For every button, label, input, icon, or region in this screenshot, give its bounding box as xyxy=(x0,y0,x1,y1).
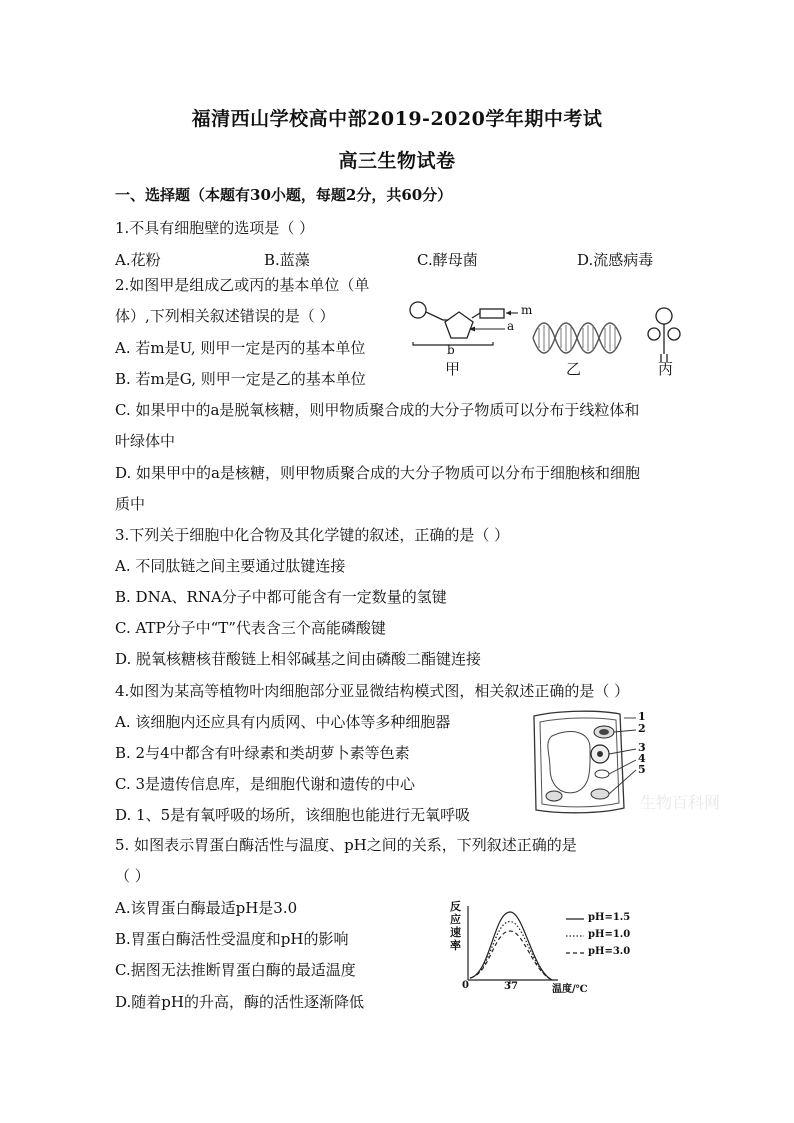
phosphate-bond xyxy=(426,312,443,320)
q2-option-c-line2: 叶绿体中 xyxy=(115,432,176,450)
q4-option-c: C. 3是遗传信息库，是细胞代谢和遗传的中心 xyxy=(115,775,416,793)
q1-option-c: C.酵母菌 xyxy=(417,251,478,269)
q5-option-c: C.据图无法推断胃蛋白酶的最适温度 xyxy=(115,961,356,979)
legend-ph10: pH=1.0 xyxy=(588,929,631,940)
q4-stem: 4.如图为某高等植物叶肉细胞部分亚显微结构模式图，相关叙述正确的是（ ） xyxy=(115,682,630,700)
q5-stem: 5. 如图表示胃蛋白酶活性与温度、pH之间的关系，下列叙述正确的是 xyxy=(115,836,577,854)
enzyme-chart xyxy=(448,900,638,996)
label-m: m xyxy=(521,303,533,317)
label-b: b xyxy=(447,343,455,357)
plant-cell-diagram xyxy=(520,708,650,818)
label-a: a xyxy=(507,319,515,333)
dna-helix xyxy=(533,323,621,353)
label-jia: 甲 xyxy=(445,360,461,378)
arrow-m-head xyxy=(506,311,511,316)
q3-stem: 3.下列关于细胞中化合物及其化学键的叙述，正确的是（ ） xyxy=(115,526,510,544)
plant-cell-figure xyxy=(520,708,650,818)
watermark: 生物百科网 xyxy=(640,793,721,812)
q4-option-d: D. 1、5是有氧呼吸的场所，该细胞也能进行无氧呼吸 xyxy=(115,806,471,824)
q1-option-a: A.花粉 xyxy=(115,251,161,269)
vacuole xyxy=(548,732,590,793)
q5-option-b: B.胃蛋白酶活性受温度和pH的影响 xyxy=(115,930,349,948)
q3-option-a: A. 不同肽链之间主要通过肽键连接 xyxy=(115,557,346,575)
series-curve-1 xyxy=(470,922,552,980)
q2-stem-line2: 体）,下列相关叙述错误的是（ ） xyxy=(115,307,335,325)
q1-stem: 1.不具有细胞壁的选项是（ ） xyxy=(115,219,315,237)
q2-option-c-line1: C. 如果甲中的a是脱氧核糖，则甲物质聚合成的大分子物质可以分布于线粒体和 xyxy=(115,401,640,419)
label-bing: 丙 xyxy=(658,360,674,378)
cell-label-5: 5 xyxy=(638,763,646,776)
series-curve-2 xyxy=(470,931,552,980)
q3-option-d: D. 脱氧核糖核苷酸链上相邻碱基之间由磷酸二酯键连接 xyxy=(115,650,482,668)
q2-option-d-line1: D. 如果甲中的a是核糖，则甲物质聚合成的大分子物质可以分布于细胞核和细胞 xyxy=(115,464,640,482)
nucleotide-figure xyxy=(405,296,705,382)
sugar-base-bond xyxy=(472,313,480,318)
x-tick-0: 0 xyxy=(462,980,469,991)
q5-stem-paren: （ ） xyxy=(115,867,150,885)
base-rect xyxy=(480,309,504,318)
organelle-4 xyxy=(595,770,609,778)
chloroplast-left xyxy=(546,791,562,801)
y-axis-label: 反应速率 xyxy=(450,900,461,952)
q2-option-d-line2: 质中 xyxy=(115,495,146,513)
q1-option-b: B.蓝藻 xyxy=(264,251,310,269)
legend-ph15: pH=1.5 xyxy=(588,912,631,923)
legend-ph30: pH=3.0 xyxy=(588,946,631,957)
q3-option-b: B. DNA、RNA分子中都可能含有一定数量的氢键 xyxy=(115,588,447,606)
cell-label-3: 3 xyxy=(638,741,646,754)
phosphate-circle xyxy=(410,302,426,318)
section-heading: 一、选择题（本题有30小题，每题2分，共60分） xyxy=(115,186,453,204)
cell-label-2: 2 xyxy=(638,722,646,735)
sugar-pentagon xyxy=(445,312,473,338)
cell-label-4: 4 xyxy=(638,752,646,765)
q4-option-a: A. 该细胞内还应具有内质网、中心体等多种细胞器 xyxy=(115,713,451,731)
q4-option-b: B. 2与4中都含有叶绿素和类胡萝卜素等色素 xyxy=(115,744,410,762)
q3-option-c: C. ATP分子中“T”代表含三个高能磷酸键 xyxy=(115,619,386,637)
chloroplast-5 xyxy=(591,789,609,799)
q1-option-d: D.流感病毒 xyxy=(577,251,654,269)
x-axis-label: 温度/℃ xyxy=(552,984,588,995)
page-title: 福清西山学校高中部2019-2020学年期中考试 xyxy=(191,108,603,130)
trna-cloverleaf xyxy=(648,308,680,362)
q2-stem-line1: 2.如图甲是组成乙或丙的基本单位（单 xyxy=(115,276,370,294)
q5-option-a: A.该胃蛋白酶最适pH是3.0 xyxy=(115,899,298,917)
q2-option-a: A. 若m是U, 则甲一定是丙的基本单位 xyxy=(115,339,366,357)
cell-label-1: 1 xyxy=(638,710,646,723)
label-yi: 乙 xyxy=(566,360,582,378)
q5-option-d: D.随着pH的升高，酶的活性逐渐降低 xyxy=(115,993,364,1011)
page-subtitle: 高三生物试卷 xyxy=(338,150,456,172)
x-tick-37: 37 xyxy=(504,981,518,992)
q2-option-b: B. 若m是G, 则甲一定是乙的基本单位 xyxy=(115,370,366,388)
